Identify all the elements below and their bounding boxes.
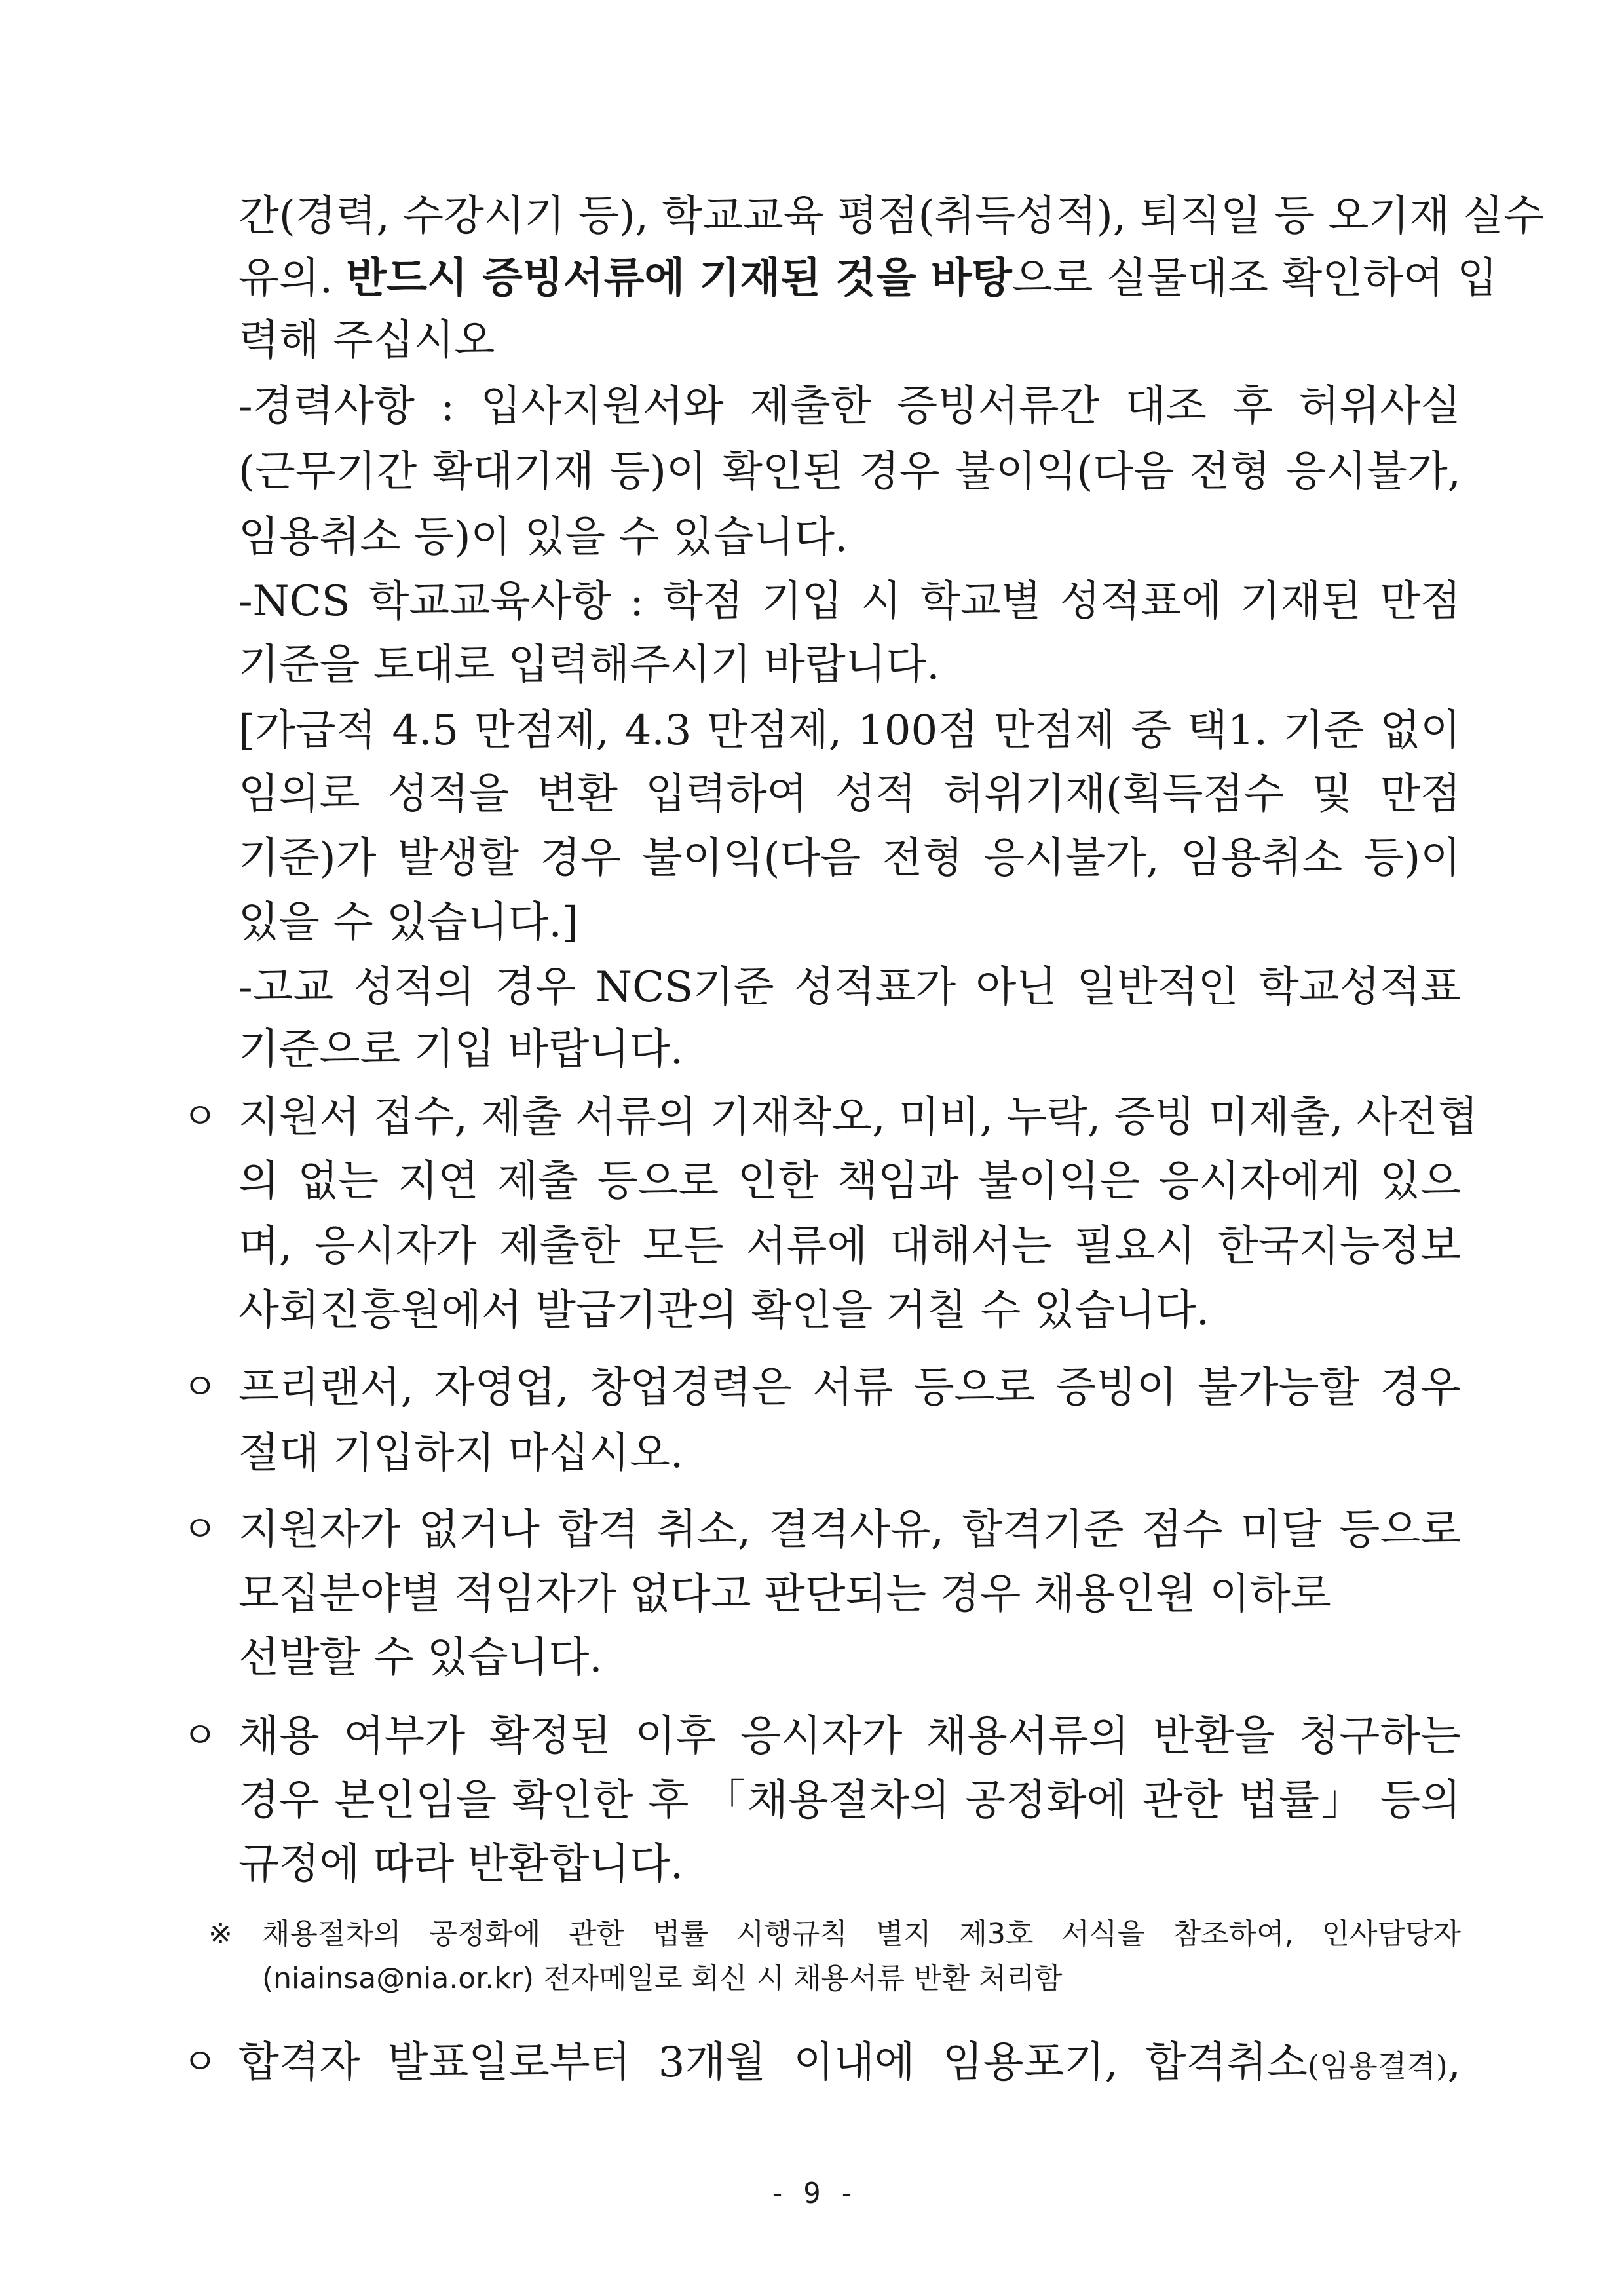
bullet-1-line-4: 사회진흥원에서 발급기관의 확인을 거칠 수 있습니다. bbox=[238, 1286, 1210, 1335]
bullet-1-line-2: 의 없는 지연 제출 등으로 인한 책임과 불이익은 응시자에게 있으 bbox=[238, 1157, 1461, 1206]
ncs-line-4: 임의로 성적을 변환 입력하여 성적 허위기재(획득점수 및 만점 bbox=[238, 770, 1461, 818]
ncs-line-1: -NCS 학교교육사항 : 학점 기입 시 학교별 성적표에 기재된 만점 bbox=[238, 577, 1461, 626]
note-line-1: 채용절차의 공정화에 관한 법률 시행규칙 별지 제3호 서식을 참조하여, 인사담당자 bbox=[262, 1917, 1461, 1951]
bullet-marker: ㅇ bbox=[182, 1366, 218, 1409]
continuation-line-2 bbox=[238, 252, 1498, 305]
bullet-marker: ㅇ bbox=[182, 1508, 218, 1551]
highschool-line-2: 기준으로 기입 바랍니다. bbox=[238, 1025, 684, 1074]
bullet-5-end: , bbox=[1447, 2038, 1461, 2087]
bullet-marker: ㅇ bbox=[182, 1096, 218, 1138]
continuation-emphasis: 반드시 증빙서류에 기재된 것을 바탕 bbox=[346, 254, 1012, 303]
ncs-line-6: 있을 수 있습니다.] bbox=[238, 898, 578, 947]
bullet-marker: ㅇ bbox=[182, 1715, 218, 1757]
bullet-1-line-1: 지원서 접수, 제출 서류의 기재착오, 미비, 누락, 증빙 미제출, 사전협 bbox=[238, 1093, 1479, 1141]
bullet-5-small: (임용결격) bbox=[1308, 2048, 1448, 2084]
ncs-line-2: 기준을 토대로 입력해주시기 바랍니다. bbox=[238, 641, 940, 689]
bullet-3-line-3: 선발할 수 있습니다. bbox=[238, 1634, 603, 1682]
bullet-4-line-2: 경우 본인임을 확인한 후 「채용절차의 공정화에 관한 법률」 등의 bbox=[238, 1776, 1461, 1825]
bullet-marker: ㅇ bbox=[182, 2041, 218, 2084]
bullet-5-main: 합격자 발표일로부터 3개월 이내에 임용포기, 합격취소 bbox=[238, 2038, 1308, 2087]
continuation-line-2-post: 으로 실물대조 확인하여 입 bbox=[1011, 254, 1498, 303]
ncs-line-5: 기준)가 발생할 경우 불이익(다음 전형 응시불가, 임용취소 등)이 bbox=[238, 834, 1461, 883]
bullet-4-line-3: 규정에 따라 반환합니다. bbox=[238, 1840, 684, 1888]
continuation-line-1: 간(경력, 수강시기 등), 학교교육 평점(취득성적), 퇴직일 등 오기재 실수 bbox=[238, 192, 1544, 240]
bullet-3-line-2: 모집분야별 적임자가 없다고 판단되는 경우 채용인원 이하로 bbox=[238, 1570, 1331, 1618]
ncs-line-3: [가급적 4.5 만점제, 4.3 만점제, 100점 만점제 중 택1. 기준 없이 bbox=[238, 706, 1461, 755]
continuation-line-3: 력해 주십시오 bbox=[238, 316, 495, 365]
note-line-2: (niainsa@nia.or.kr) 전자메일로 회신 시 채용서류 반환 처리함 bbox=[262, 1962, 1063, 1995]
bullet-3-line-1: 지원자가 없거나 합격 취소, 결격사유, 합격기준 점수 미달 등으로 bbox=[238, 1506, 1461, 1554]
career-line-3: 임용취소 등)이 있을 수 있습니다. bbox=[238, 513, 848, 562]
bullet-2-line-1: 프리랜서, 자영업, 창업경력은 서류 등으로 증빙이 불가능할 경우 bbox=[238, 1364, 1461, 1412]
bullet-5-line-1 bbox=[238, 2037, 1461, 2092]
page-number: - 9 - bbox=[768, 2177, 856, 2210]
note-mark: ※ bbox=[208, 1917, 233, 1951]
highschool-line-1: -고교 성적의 경우 NCS기준 성적표가 아닌 일반적인 학교성적표 bbox=[238, 963, 1461, 1012]
career-line-2: (근무기간 확대기재 등)이 확인된 경우 불이익(다음 전형 응시불가, bbox=[238, 448, 1461, 496]
bullet-2-line-2: 절대 기입하지 마십시오. bbox=[238, 1429, 684, 1478]
continuation-line-2-pre: 유의. bbox=[238, 254, 347, 303]
career-line-1: -경력사항 : 입사지원서와 제출한 증빙서류간 대조 후 허위사실 bbox=[238, 382, 1461, 430]
bullet-4-line-1: 채용 여부가 확정된 이후 응시자가 채용서류의 반환을 청구하는 bbox=[238, 1712, 1461, 1761]
bullet-1-line-3: 며, 응시자가 제출한 모든 서류에 대해서는 필요시 한국지능정보 bbox=[238, 1222, 1461, 1271]
